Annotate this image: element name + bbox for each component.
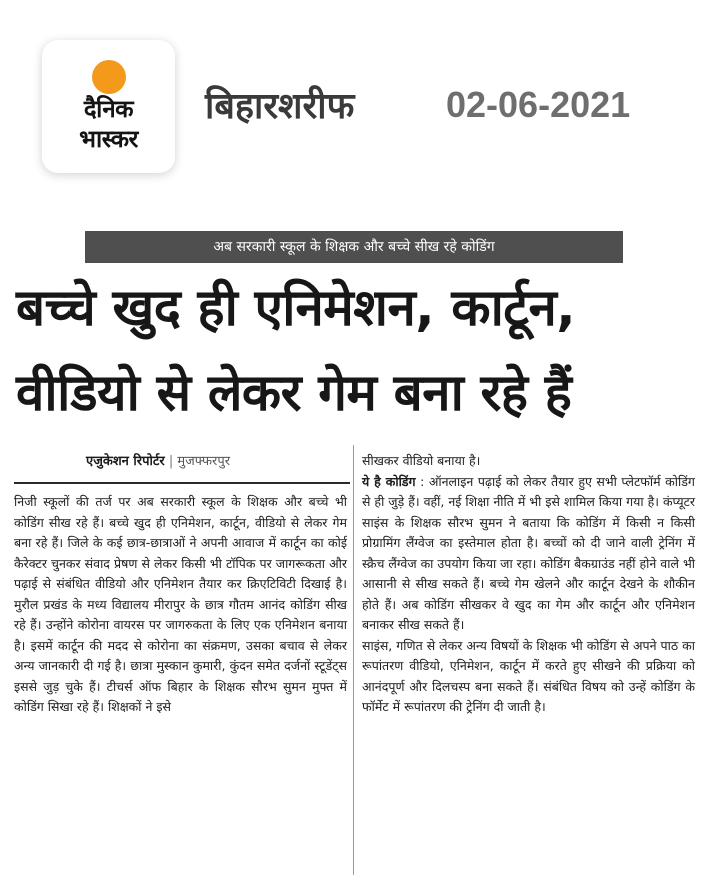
- headline-line-2: वीडियो से लेकर गेम बना रहे हैं: [16, 364, 572, 423]
- sun-icon: [92, 60, 126, 94]
- byline: [86, 453, 230, 471]
- edition-city: बिहारशरीफ: [205, 86, 355, 127]
- article-column-right: [362, 451, 695, 718]
- article-column-left: [14, 492, 347, 718]
- byline-separator: |: [168, 454, 174, 469]
- logo-text-line2: भास्कर: [79, 125, 138, 153]
- body-paragraph-3: [362, 472, 695, 636]
- article-kicker: अब सरकारी स्कूल के शिक्षक और बच्चे सीख रहे कोडिंग: [85, 231, 623, 263]
- body-paragraph-2: सीखकर वीडियो बनाया है।: [362, 453, 481, 468]
- edition-date: 02-06-2021: [446, 84, 631, 125]
- byline-place: मुजफ्फरपुर: [177, 454, 231, 469]
- dainik-bhaskar-logo: [42, 40, 175, 173]
- logo-text-line1: दैनिक: [83, 95, 134, 123]
- headline-line-1: बच्चे खुद ही एनिमेशन, कार्टून,: [16, 279, 576, 338]
- body-paragraph-4: साइंस, गणित से लेकर अन्य विषयों के शिक्षक भी कोडिंग से अपने पाठ का रूपांतरण वीडियो, एनिमेशन, कार्टून में करते हुए सीखने की प्रक्रिया को आनंदपूर्ण और दिलचस्प बना सकते हैं। संबंधित विषय को उन्हें कोडिंग के फॉर्मेट में रूपांतरण की ट्रेनिंग दी जाती है।: [362, 637, 695, 714]
- byline-author: एजुकेशन रिपोर्टर: [86, 454, 165, 469]
- column-divider: [353, 445, 354, 875]
- byline-rule: [14, 482, 350, 484]
- body-paragraph-3-text: : ऑनलाइन पढ़ाई को लेकर तैयार हुए सभी प्लेटफॉर्म कोडिंग से ही जुड़े हैं। वहीं, नई शिक्षा नीति में भी इसे शामिल किया गया है। कंप्यूटर साइंस के शिक्षक सौरभ सुमन ने बताया कि कोडिंग में किसी न किसी प्रोग्रामिंग लैंग्वेज का इस्तेमाल होता है। बच्चों को दी जाने वाली ट्रेनिंग में स्क्रैच लैंग्वेज का उपयोग किया जा रहा। कोडिंग बैकग्राउंड नहीं होने वाले भी आसानी से सीख सकते हैं। बच्चे गेम खेलने और कार्टून देखने के शौकीन होते हैं। अब कोडिंग सीखकर वे खुद का गेम और कार्टून और एनिमेशन बनाकर सीख सकते हैं।: [362, 473, 695, 632]
- body-paragraph-1: निजी स्कूलों की तर्ज पर अब सरकारी स्कूल के शिक्षक और बच्चे भी कोडिंग सीख रहे हैं। बच्चे खुद ही एनिमेशन, कार्टून, वीडियो से लेकर गेम बना रहे हैं। जिले के कई छात्र-छात्राओं ने अपनी आवाज में कार्टून का कोई कैरेक्टर चुनकर संवाद प्रेषण से लेकर किसी भी टॉपिक पर जागरूकता और पढ़ाई से संबंधित वीडियो और एनिमेशन तैयार कर क्रिएटिविटी दिखाई है। मुरौल प्रखंड के मध्य विद्यालय मीरापुर के छात्र गौतम आनंद कोडिंग सीख रहे हैं। उन्होंने कोरोना वायरस पर जागरुकता के लिए एक एनिमेशन बनाया है। इसमें कार्टून की मदद से कोरोना का संक्रमण, उसका बचाव से लेकर अन्य जानकारी दी गई है। छात्रा मुस्कान कुमारी, कुंदन समेत दर्जनों स्टूडेंट्स इससे जुड़ चुके हैं। टीचर्स ऑफ बिहार के शिक्षक सौरभ सुमन मुफ्त में कोडिंग सिखा रहे हैं। शिक्षकों ने इसे: [14, 494, 347, 714]
- subhead-ye-hai-coding: ये है कोडिंग: [362, 473, 416, 489]
